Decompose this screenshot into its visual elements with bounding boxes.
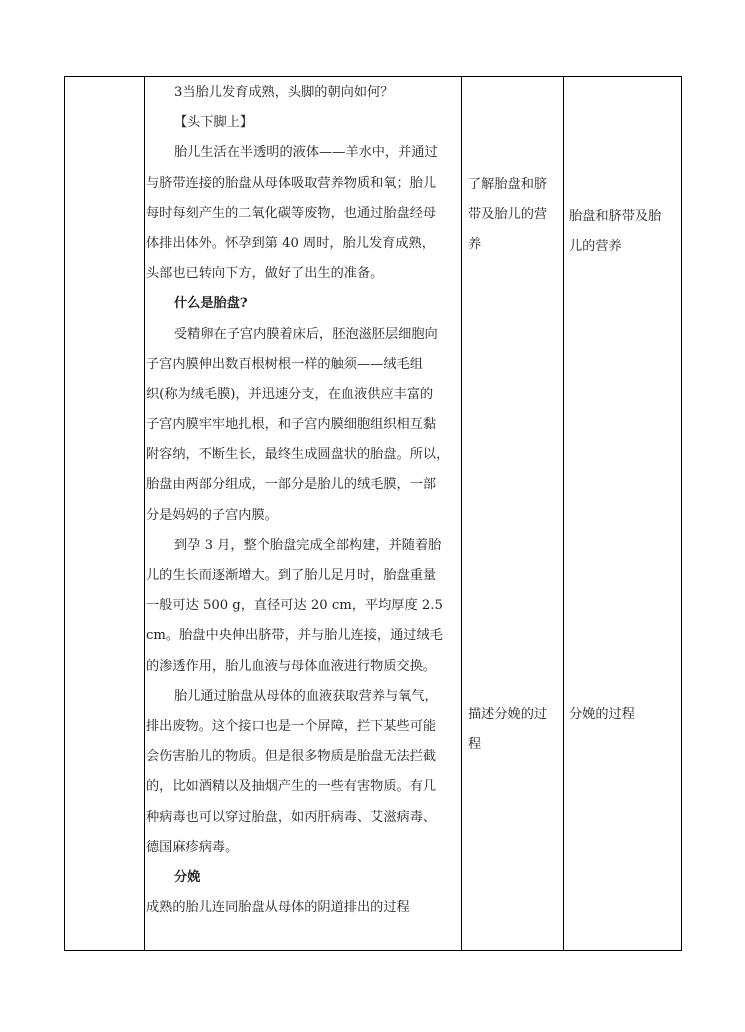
objective-cell-2 xyxy=(468,700,558,760)
paragraph-line: 子宫内膜伸出数百根树根一样的触须——绒毛组 xyxy=(146,356,423,372)
paragraph-line: 子宫内膜牢牢地扎根，和子宫内膜细胞组织相互黏 xyxy=(146,417,437,433)
topic-line: 胎盘和脐带及胎 xyxy=(569,209,662,224)
table-bottom-border xyxy=(64,950,682,951)
paragraph-line: 排出废物。这个接口也是一个屏障，拦下某些可能 xyxy=(146,718,437,734)
paragraph-line: 与脐带连接的胎盘从母体吸取营养物质和氧；胎儿 xyxy=(146,175,437,191)
objective-line: 养 xyxy=(468,237,482,253)
paragraph-line: 受精卵在子宫内膜着床后，胚泡滋胚层细胞向 xyxy=(174,326,438,342)
section-heading: 什么是胎盘? xyxy=(174,296,248,312)
objective-line: 带及胎儿的营 xyxy=(468,207,548,223)
lesson-table xyxy=(64,76,682,951)
paragraph-line: 3当胎儿发育成熟，头脚的朝向如何？ xyxy=(174,85,394,100)
paragraph-line: 胎儿通过胎盘从母体的血液获取营养与氧气， xyxy=(174,688,438,704)
paragraph-line: 附容纳，不断生长，最终生成圆盘状的胎盘。所以， xyxy=(146,447,450,463)
paragraph-line: 一般可达 500 g，直径可达 20 cm，平均厚度 2.5 xyxy=(146,598,443,614)
section-heading: 分娩 xyxy=(174,869,201,885)
paragraph-line: 【头下脚上】 xyxy=(174,115,254,131)
paragraph-line: 胎儿生活在半透明的液体——羊水中，并通过 xyxy=(174,145,438,161)
paragraph-line: 德国麻疹病毒。 xyxy=(146,839,239,855)
topic-cell-2 xyxy=(569,700,677,730)
paragraph-line: 胎盘由两部分组成，一部分是胎儿的绒毛膜，一部 xyxy=(146,477,437,493)
paragraph-line: cm。胎盘中央伸出脐带，并与胎儿连接，通过绒毛 xyxy=(146,628,443,644)
paragraph-line: 种病毒也可以穿过胎盘，如丙肝病毒、艾滋病毒、 xyxy=(146,809,437,825)
paragraph-line: 会伤害胎儿的物质。但是很多物质是胎盘无法拦截 xyxy=(146,749,437,765)
paragraph-line: 的渗透作用，胎儿血液与母体血液进行物质交换。 xyxy=(146,658,437,674)
paragraph-line: 每时每刻产生的二氧化碳等废物，也通过胎盘经母 xyxy=(146,205,437,221)
column-divider-1 xyxy=(144,76,145,951)
objective-cell-1 xyxy=(468,170,558,261)
paragraph-line: 体排出体外。怀孕到第 40 周时，胎儿发育成熟， xyxy=(146,235,435,251)
paragraph-line: 的，比如酒精以及抽烟产生的一些有害物质。有几 xyxy=(146,779,437,795)
objective-line: 描述分娩的过 xyxy=(468,707,548,722)
paragraph-line: 织(称为绒毛膜)，并迅速分支，在血液供应丰富的 xyxy=(146,386,434,402)
paragraph-line: 成熟的胎儿连同胎盘从母体的阴道排出的过程 xyxy=(146,900,410,916)
column-divider-3 xyxy=(563,76,564,951)
topic-cell-1 xyxy=(569,202,677,262)
table-left-border xyxy=(64,76,65,951)
topic-line: 儿的营养 xyxy=(569,239,622,255)
objective-line: 了解胎盘和脐 xyxy=(468,177,548,192)
objective-line: 程 xyxy=(468,737,482,753)
paragraph-line: 分是妈妈的子宫内膜。 xyxy=(146,507,278,523)
paragraph-line: 到孕 3 月，整个胎盘完成全部构建，并随着胎 xyxy=(174,537,442,553)
table-right-border xyxy=(681,76,682,951)
topic-line: 分娩的过程 xyxy=(569,707,635,722)
paragraph-line: 儿的生长而逐渐增大。到了胎儿足月时，胎盘重量 xyxy=(146,568,437,583)
table-top-border xyxy=(64,76,682,77)
paragraph-line: 头部也已转向下方，做好了出生的准备。 xyxy=(146,266,384,282)
